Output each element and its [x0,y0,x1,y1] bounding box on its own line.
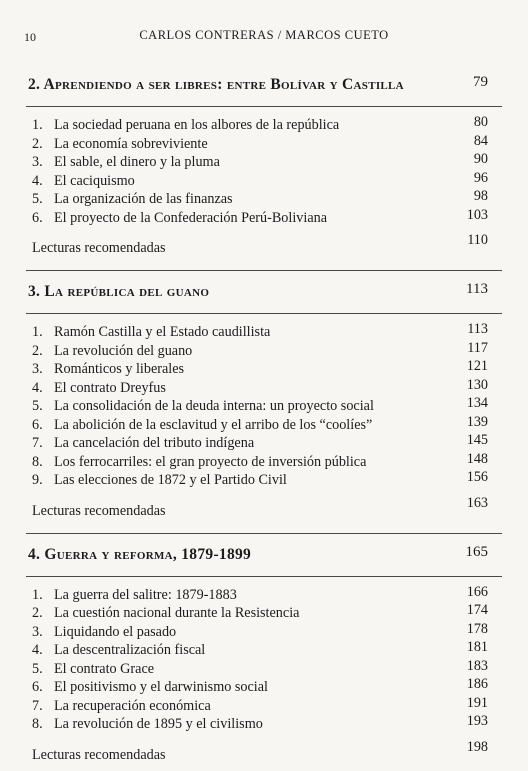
list-item [0,657,528,680]
section-list [0,114,528,228]
item-page: 90 [473,151,488,167]
item-page: 145 [466,432,488,448]
chapter-page: 165 [465,543,488,560]
item-number: 1. [32,117,43,133]
item-text: El sable, el dinero y la pluma [54,154,220,170]
table-of-contents [0,64,528,771]
item-text: La revolución del guano [54,342,193,359]
item-number: 2. [32,605,43,621]
item-page: 156 [466,469,488,485]
list-item [0,469,528,491]
list-item [0,169,528,192]
list-item [0,321,528,343]
item-text: La cuestión nacional durante la Resistencia [54,605,300,621]
list-item [0,151,528,173]
readings-label: Lecturas recomendadas [32,240,166,256]
item-number: 3. [32,623,43,640]
item-page: 186 [466,676,488,692]
item-text: La organización de las finanzas [54,191,233,207]
item-number: 1. [32,586,43,603]
item-page: 103 [466,206,488,223]
item-page: 121 [466,358,488,374]
list-item [0,358,528,380]
list-item [0,188,528,210]
item-page: 84 [473,132,488,149]
list-item [0,450,528,473]
item-page: 148 [466,450,488,467]
chapter-title: 2. Aprendiendo a ser libres: entre Bolívar y Castilla [28,76,404,93]
section-list [0,321,528,491]
item-text: El contrato Grace [54,660,155,677]
item-page: 193 [466,713,488,729]
item-number: 4. [32,642,43,658]
chapter-title: 4. Guerra y reforma, 1879-1899 [28,545,252,563]
item-text: Las elecciones de 1872 y el Partido Civil [54,472,287,488]
item-text: La guerra del salitre: 1879-1883 [54,586,237,603]
item-text: La sociedad peruana en los albores de la república [54,117,340,133]
item-number: 4. [32,172,43,189]
list-item [0,339,528,362]
item-text: Liquidando el pasado [54,623,177,640]
item-number: 6. [32,416,43,433]
chapter-heading [0,70,528,100]
item-text: La recuperación económica [54,697,211,714]
page-number: 10 [24,30,36,44]
item-page: 174 [466,602,488,618]
item-page: 191 [466,694,488,711]
item-page: 96 [473,169,488,186]
list-item [0,713,528,735]
item-page: 113 [467,321,488,337]
item-page: 117 [467,339,488,356]
running-title: CARLOS CONTRERAS / MARCOS CUETO [139,28,389,42]
divider [26,533,502,534]
item-page: 181 [466,639,488,655]
item-page: 98 [473,188,488,204]
list-item [0,413,528,436]
item-number: 9. [32,472,43,488]
item-text: El caciquismo [54,172,135,189]
item-number: 8. [32,716,43,732]
item-text: Ramón Castilla y el Estado caudillista [54,324,271,340]
item-number: 3. [32,361,43,377]
item-text: La abolición de la esclavitud y el arribo de los “coolíes” [54,416,373,433]
item-number: 1. [32,324,43,340]
readings-label: Lecturas recomendadas [32,502,166,519]
item-text: La descentralización fiscal [54,642,206,658]
item-text: La cancelación del tributo indígena [54,435,255,451]
item-page: 80 [473,114,488,130]
chapter-page: 79 [473,74,488,90]
list-item [0,114,528,136]
item-number: 6. [32,209,43,226]
recommended-readings [0,234,528,264]
list-item [0,583,528,606]
list-item [0,432,528,454]
item-number: 4. [32,379,43,396]
page-header [0,28,528,48]
item-number: 3. [32,154,43,170]
divider [26,313,502,314]
readings-page: 198 [466,738,488,755]
item-text: La economía sobreviviente [54,135,208,152]
item-number: 5. [32,660,43,677]
item-number: 6. [32,679,43,695]
list-item [0,602,528,624]
chapter-page: 113 [466,281,488,297]
chapter-title: 3. La república del guano [28,283,210,300]
item-number: 7. [32,435,43,451]
item-page: 134 [466,395,488,411]
list-item [0,694,528,717]
item-text: Románticos y liberales [54,361,185,377]
readings-label: Lecturas recomendadas [32,746,166,763]
chapter-heading [0,540,528,570]
chapter-heading [0,277,528,307]
list-item [0,132,528,155]
recommended-readings [0,494,528,527]
item-number: 5. [32,398,43,414]
item-number: 2. [32,135,43,152]
item-text: La revolución de 1895 y el civilismo [54,716,263,732]
item-page: 166 [466,583,488,600]
item-number: 7. [32,697,43,714]
list-item [0,206,528,229]
item-text: La consolidación de la deuda interna: un proyecto social [54,398,374,414]
list-item [0,639,528,661]
item-text: El contrato Dreyfus [54,379,166,396]
item-number: 2. [32,342,43,359]
item-page: 178 [466,620,488,637]
list-item [0,376,528,399]
list-item [0,676,528,698]
item-text: El positivismo y el darwinismo social [54,679,268,695]
divider [26,576,502,577]
item-text: El proyecto de la Confederación Perú-Boliviana [54,209,328,226]
divider [26,270,502,271]
list-item [0,620,528,643]
item-text: Los ferrocarriles: el gran proyecto de inversión pública [54,453,367,470]
item-number: 5. [32,191,43,207]
section-list [0,583,528,735]
list-item [0,395,528,417]
item-number: 8. [32,453,43,470]
recommended-readings [0,738,528,771]
readings-page: 163 [466,494,488,511]
item-page: 139 [466,413,488,430]
readings-page: 110 [467,232,488,248]
item-page: 183 [466,657,488,674]
item-page: 130 [466,376,488,393]
divider [26,106,502,107]
